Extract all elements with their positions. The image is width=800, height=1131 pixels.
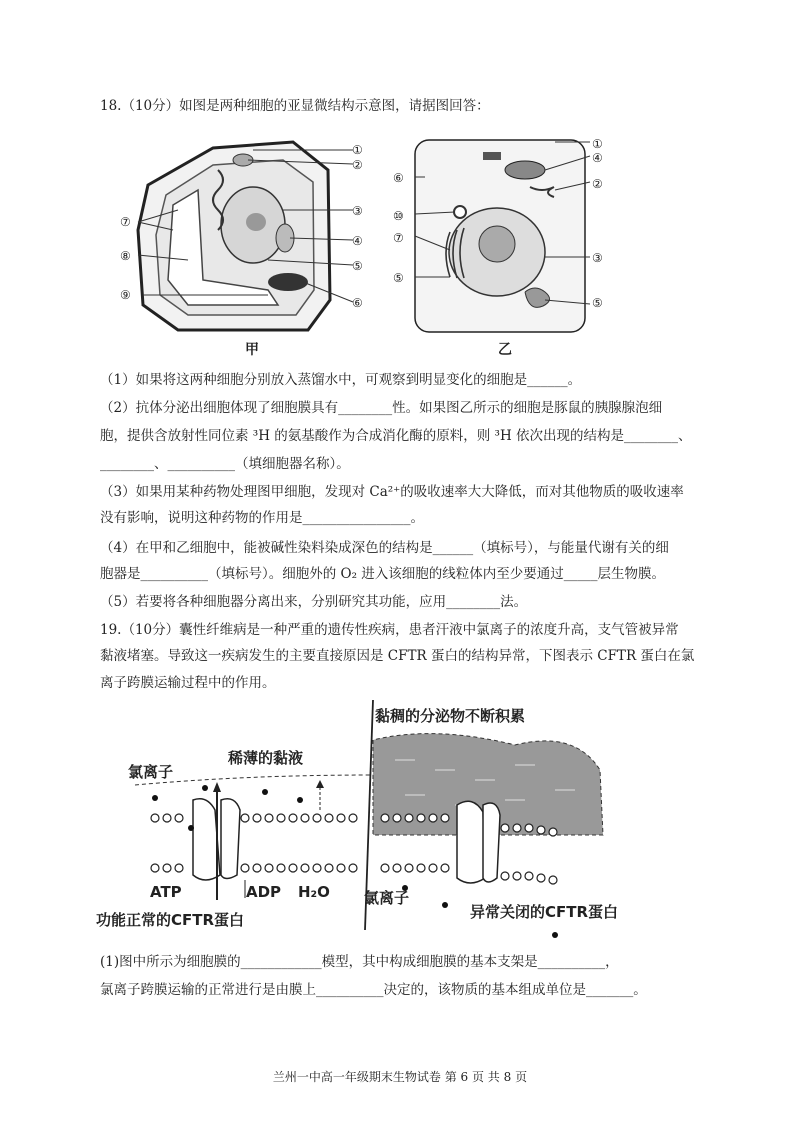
h2o-label: H₂O	[298, 883, 330, 901]
jia-label-9: ⑨	[120, 288, 131, 302]
jia-label-4: ④	[352, 234, 363, 248]
chloride-ion-label-bottom: 氯离子	[364, 889, 410, 907]
yi-label-2: ②	[592, 177, 603, 191]
q18-part3-line1: （3）如果用某种药物处理图甲细胞，发现对 Ca²⁺的吸收速率大大降低，而对其他物质的吸收速率	[100, 484, 684, 500]
jia-label-6: ⑥	[352, 296, 363, 310]
jia-label-2: ②	[352, 158, 363, 172]
q18-part3-line2: 没有影响，说明这种药物的作用是________________。	[100, 510, 424, 526]
jia-label-7: ⑦	[120, 215, 131, 229]
thin-mucus-label: 稀薄的黏液	[228, 749, 304, 767]
q19-part1-line1: (1)图中所示为细胞膜的____________模型，其中构成细胞膜的基本支架是__________，	[100, 954, 619, 970]
q19-line1: 19.（10分）囊性纤维病是一种严重的遗传性疾病，患者汗液中氯离子的浓度升高，支气管被异常	[100, 622, 679, 638]
q18-part2-line1: （2）抗体分泌出细胞体现了细胞膜具有________性。如果图乙所示的细胞是豚鼠的胰腺腺泡细	[100, 400, 663, 416]
animal-cell-figure	[405, 132, 615, 337]
q18-part5: （5）若要将各种细胞器分离出来，分别研究其功能，应用________法。	[100, 594, 528, 610]
q18-part4-line2: 胞器是__________（填标号）。细胞外的 O₂ 进入该细胞的线粒体内至少要通过_____层生物膜。	[100, 566, 666, 582]
q18-part4-line1: （4）在甲和乙细胞中，能被碱性染料染成深色的结构是______（填标号），与能量代谢有关的细	[100, 540, 669, 556]
yi-label-5b: ⑤	[592, 296, 603, 310]
yi-label-6: ⑥	[393, 171, 404, 185]
q18-part1: （1）如果将这两种细胞分别放入蒸馏水中，可观察到明显变化的细胞是______。	[100, 372, 582, 388]
yi-label-1: ①	[592, 137, 603, 151]
yi-label-10: ⑩	[393, 209, 404, 223]
q18-header: 18.（10分）如图是两种细胞的亚显微结构示意图，请据图回答：	[100, 98, 490, 114]
abnormal-cftr-label: 异常关闭的CFTR蛋白	[470, 903, 619, 921]
adp-label: ADP	[246, 883, 282, 901]
figure-jia-caption: 甲	[245, 342, 259, 358]
figure-yi-caption: 乙	[498, 342, 512, 358]
secretion-label: 黏稠的分泌物不断积累	[375, 707, 526, 725]
normal-cftr-label: 功能正常的CFTR蛋白	[96, 911, 245, 929]
q19-line3: 离子跨膜运输过程中的作用。	[100, 675, 276, 691]
q19-line2: 黏液堵塞。导致这一疾病发生的主要直接原因是 CFTR 蛋白的结构异常，下图表示 CFTR 蛋白在氯	[100, 648, 695, 664]
yi-label-5a: ⑤	[393, 271, 404, 285]
jia-label-5: ⑤	[352, 259, 363, 273]
jia-label-3: ③	[352, 204, 363, 218]
plant-cell-figure	[118, 130, 378, 340]
q19-part1-line2: 氯离子跨膜运输的正常进行是由膜上__________决定的，该物质的基本组成单位是_______。	[100, 982, 647, 998]
atp-label: ATP	[150, 883, 182, 901]
page-footer: 兰州一中高一年级期末生物试卷 第 6 页 共 8 页	[272, 1070, 528, 1084]
yi-label-7: ⑦	[393, 231, 404, 245]
yi-label-4: ④	[592, 151, 603, 165]
q18-part2-line3: ________、__________（填细胞器名称）。	[100, 456, 350, 472]
jia-label-1: ①	[352, 143, 363, 157]
jia-label-8: ⑧	[120, 249, 131, 263]
q18-part2-line2: 胞，提供含放射性同位素 ³H 的氨基酸作为合成消化酶的原料，则 ³H 依次出现的结构是________、	[100, 428, 692, 444]
yi-label-3: ③	[592, 251, 603, 265]
chloride-ion-label-left: 氯离子	[128, 763, 174, 781]
